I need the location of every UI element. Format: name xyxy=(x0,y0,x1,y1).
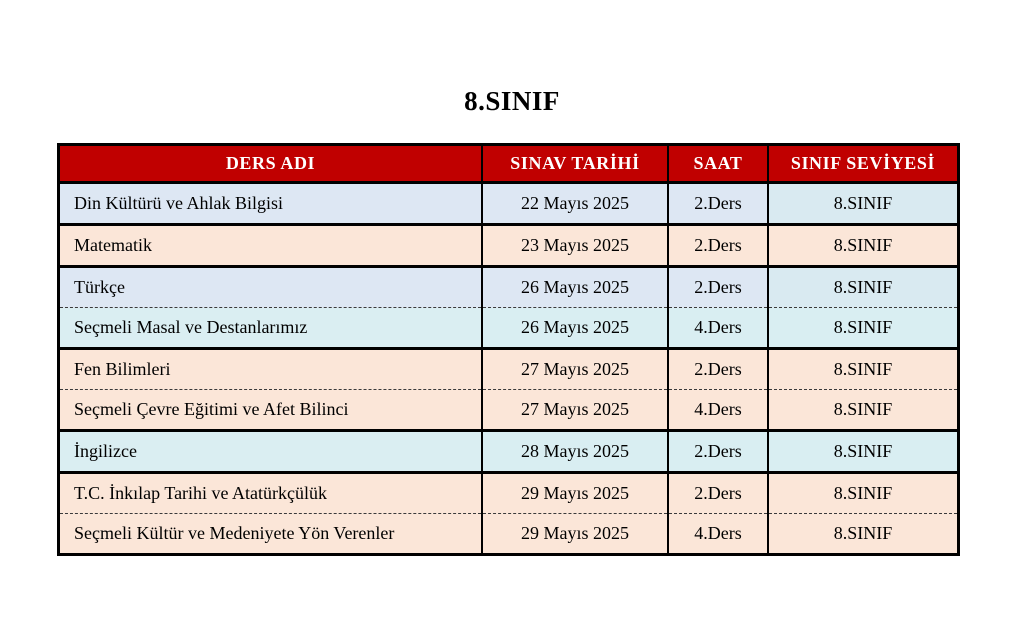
table-header xyxy=(60,146,957,183)
cell-saat: 2.Ders xyxy=(668,473,768,514)
cell-ders-adi: Seçmeli Kültür ve Medeniyete Yön Verenler xyxy=(60,514,482,554)
table-row xyxy=(60,225,957,267)
cell-saat: 4.Ders xyxy=(668,390,768,431)
table-row xyxy=(60,514,957,554)
cell-sinif-seviyesi: 8.SINIF xyxy=(768,390,957,431)
column-header-saat: SAAT xyxy=(668,146,768,183)
exam-schedule-table xyxy=(60,146,957,553)
cell-sinif-seviyesi: 8.SINIF xyxy=(768,225,957,267)
cell-sinav-tarihi: 29 Mayıs 2025 xyxy=(482,473,668,514)
cell-saat: 4.Ders xyxy=(668,514,768,554)
cell-sinif-seviyesi: 8.SINIF xyxy=(768,349,957,390)
cell-sinif-seviyesi: 8.SINIF xyxy=(768,308,957,349)
cell-sinav-tarihi: 28 Mayıs 2025 xyxy=(482,431,668,473)
column-header-ders-adi: DERS ADI xyxy=(60,146,482,183)
cell-ders-adi: Seçmeli Masal ve Destanlarımız xyxy=(60,308,482,349)
column-header-sinif-seviyesi: SINIF SEVİYESİ xyxy=(768,146,957,183)
table-row xyxy=(60,473,957,514)
cell-saat: 2.Ders xyxy=(668,225,768,267)
cell-saat: 4.Ders xyxy=(668,308,768,349)
cell-saat: 2.Ders xyxy=(668,431,768,473)
cell-ders-adi: Matematik xyxy=(60,225,482,267)
cell-sinav-tarihi: 26 Mayıs 2025 xyxy=(482,308,668,349)
table-row xyxy=(60,349,957,390)
cell-sinav-tarihi: 26 Mayıs 2025 xyxy=(482,267,668,308)
cell-ders-adi: İngilizce xyxy=(60,431,482,473)
table-row xyxy=(60,390,957,431)
cell-saat: 2.Ders xyxy=(668,267,768,308)
cell-sinif-seviyesi: 8.SINIF xyxy=(768,514,957,554)
cell-sinif-seviyesi: 8.SINIF xyxy=(768,183,957,225)
table-row xyxy=(60,308,957,349)
cell-sinav-tarihi: 23 Mayıs 2025 xyxy=(482,225,668,267)
cell-ders-adi: Seçmeli Çevre Eğitimi ve Afet Bilinci xyxy=(60,390,482,431)
cell-sinav-tarihi: 27 Mayıs 2025 xyxy=(482,390,668,431)
cell-saat: 2.Ders xyxy=(668,183,768,225)
column-header-sinav-tarihi: SINAV TARİHİ xyxy=(482,146,668,183)
cell-sinif-seviyesi: 8.SINIF xyxy=(768,267,957,308)
table-header-row xyxy=(60,146,957,183)
table-row xyxy=(60,183,957,225)
table-body xyxy=(60,183,957,554)
cell-ders-adi: Din Kültürü ve Ahlak Bilgisi xyxy=(60,183,482,225)
cell-sinav-tarihi: 22 Mayıs 2025 xyxy=(482,183,668,225)
cell-sinif-seviyesi: 8.SINIF xyxy=(768,431,957,473)
cell-ders-adi: T.C. İnkılap Tarihi ve Atatürkçülük xyxy=(60,473,482,514)
table-row xyxy=(60,267,957,308)
cell-sinav-tarihi: 29 Mayıs 2025 xyxy=(482,514,668,554)
cell-sinif-seviyesi: 8.SINIF xyxy=(768,473,957,514)
exam-schedule-table-container xyxy=(57,143,960,556)
cell-ders-adi: Türkçe xyxy=(60,267,482,308)
table-row xyxy=(60,431,957,473)
page-title: 8.SINIF xyxy=(464,86,560,116)
cell-ders-adi: Fen Bilimleri xyxy=(60,349,482,390)
cell-saat: 2.Ders xyxy=(668,349,768,390)
cell-sinav-tarihi: 27 Mayıs 2025 xyxy=(482,349,668,390)
